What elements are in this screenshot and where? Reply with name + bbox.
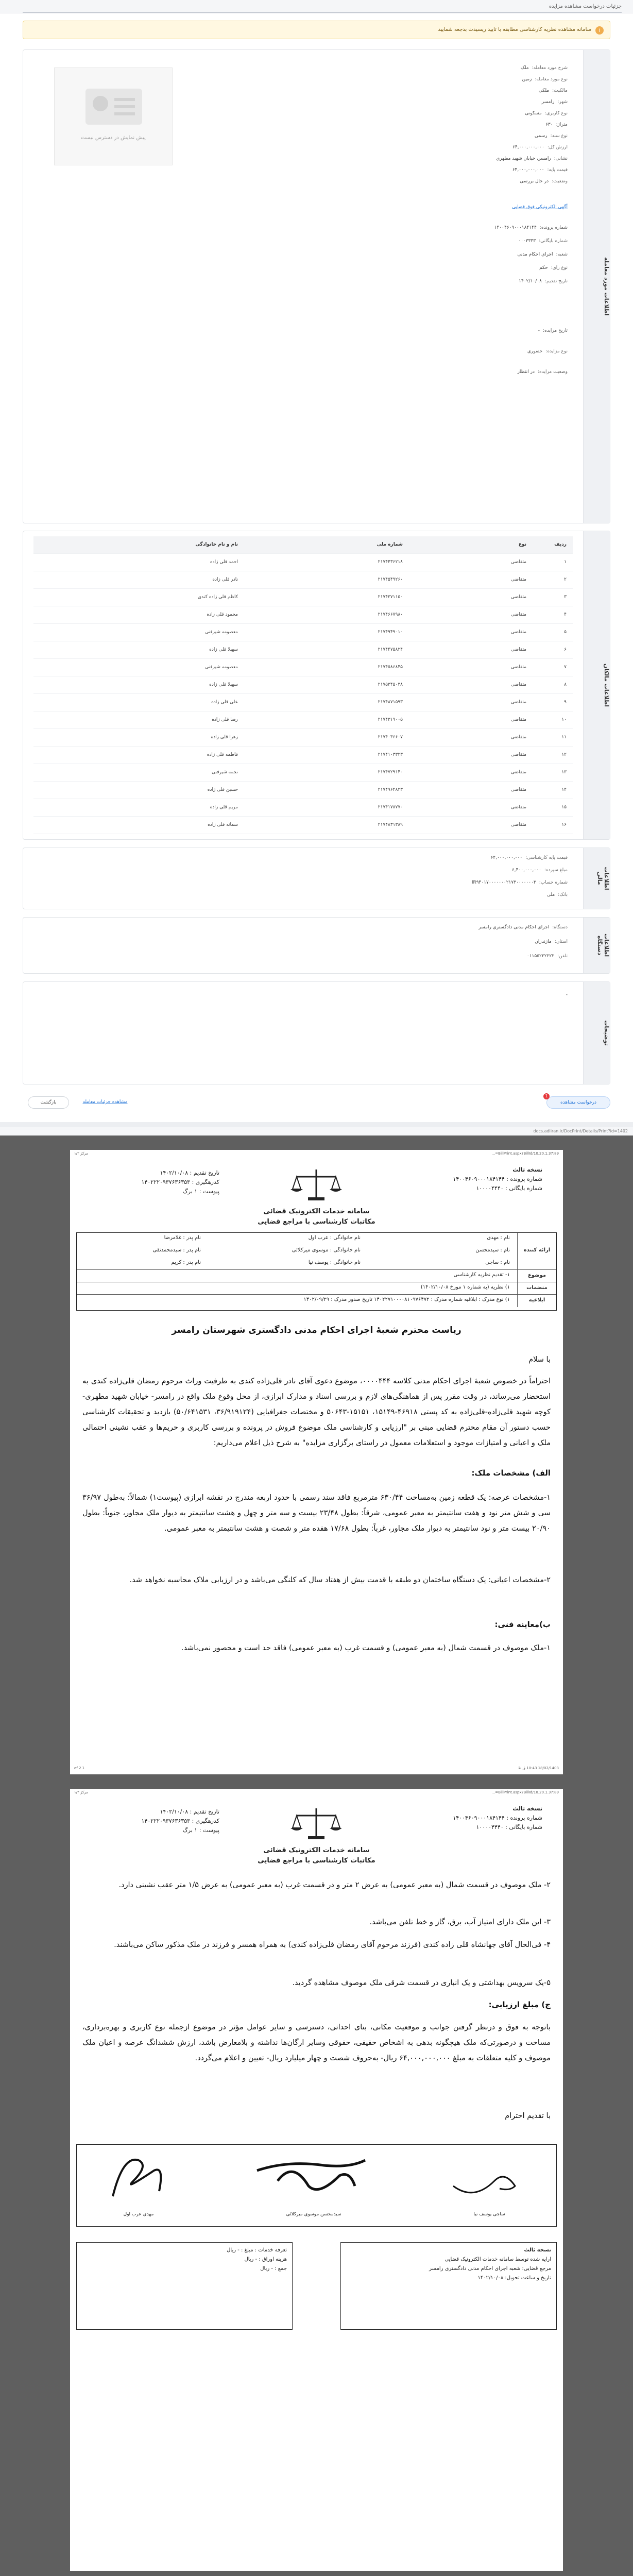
field-key: تاریخ مزایده: [542,328,568,333]
table-row [33,571,573,589]
field-value: ۱۴۰۰۴۶۰۹۰۰۰۱۸۴۱۴۴ [494,225,537,230]
table-row [33,589,573,606]
cell-nid: ۲۱۷۴۵۴۹۲۶۰ [378,577,403,582]
field-value: رامسر [541,99,555,105]
field-value: مسکونی [525,111,542,116]
cell-name: معصومه شیرفنی [205,630,238,635]
table-row [33,747,573,764]
field-value: IR۹۴۰۱۷۰۰۰۰۰۰۰۲۱۷۳۰۰۰۰۰۰۰۳ [471,880,536,885]
closing: با تقدیم احترام [505,2112,551,2120]
section-label: اطلاعات مورد معامله [603,257,610,316]
field-row [535,939,568,944]
document-placeholder-icon [85,89,142,125]
cell-type: متقاضی [511,595,526,600]
table-row [33,817,573,834]
field-key: نوع سند: [550,133,568,139]
viewer-address: docs.adliran.ir/DocPrint/Details/Print?id=1402 [0,1127,633,1136]
sub2-father: نام پدر : سیدمحمدتقی [152,1247,201,1253]
table-row [33,641,573,659]
field-value: ۰۱۱۵۵۲۲۲۲۲۲ [526,954,555,959]
field-value: ۶۴,۰۰۰,۰۰۰,۰۰۰ [512,167,544,173]
table-row [33,554,573,571]
cell-name: نجمه شیرفنی [212,770,238,775]
signer-1-name: ساجی یوسف نیا [473,2212,505,2217]
field-row [538,328,568,333]
window-titlebar [0,0,633,13]
field-row [539,265,568,270]
field-key: تلفن: [557,954,568,959]
sub2-family: نام خانوادگی : موسوی میرکلائی [292,1247,361,1253]
table-row [33,676,573,694]
section-side [583,50,610,523]
cell-name: زهرا قلی زاده [211,735,238,740]
cell-name: فاطمه قلی زاده [207,752,238,757]
paragraph-building: ۲-مشخصات اعیانی: یک دستگاه ساختمان دو طبقه با قدمت بیش از هفتاد سال که کلنگی می‌باشد و در ارزیابی ملاک محاسبه نخواهد شد. [129,1576,551,1584]
field-key: شهر: [557,99,568,105]
cell-idx: ۱۲ [561,752,567,757]
tracking-code: کدرهگیری : ۱۴۰۲۲۲۰۹۳۷۶۳۶۳۵۳ [141,1818,219,1824]
footer-actions [23,1092,610,1113]
alert-text: سامانه مشاهده نظریه کارشناسی مطابقه با تایید ریسیدت بدجعه شمایید [438,27,591,32]
section-description [23,981,610,1084]
section-device [23,917,610,974]
cell-nid: ۲۱۷۴۱۷۸۷۷۰ [378,805,403,810]
cell-type: متقاضی [511,770,526,775]
case-meta [453,1165,542,1193]
cell-nid: ۲۱۷۴۸۷۱۵۹۳ [378,700,403,705]
field-row [512,167,568,173]
field-key: ارزش کل: [547,145,568,150]
submitter-form [76,1232,557,1311]
section-owners [23,531,610,840]
section-label: اطلاعات مالکان [603,664,610,707]
sub1-father: نام پدر : غلامرضا [164,1235,201,1241]
copy-title: نسخه ثالث [512,1166,542,1173]
cell-name: نادر قلی زاده [212,577,238,582]
field-row [521,65,568,71]
sub2-name: نام : سیدمحسن [475,1247,510,1253]
cell-type: متقاضی [511,682,526,687]
ref-value: ۱) نوع مدرک : ابلاغیه شماره مدرک : ۱۴۰۲۲۷۱۰۰۰۰۸۱۰۹۷۶۴۷۲ تاریخ صدور مدرک : ۱۴۰۲/۰۹/۲۹ [303,1297,510,1302]
back-button[interactable]: بازگشت [28,1096,69,1109]
signature-2-image [247,2150,381,2207]
submitters-row [77,1233,556,1270]
table-row [33,799,573,817]
description-text: - [566,992,568,997]
view-details-link[interactable]: مشاهده جزئیات معامله [74,1096,136,1109]
field-value: ۶۳۰ [545,122,553,127]
cell-name: سمانه قلی زاده [208,822,238,827]
table-row [33,729,573,747]
page-header-left: مرکز ۱/۲ [74,1151,88,1156]
field-value: ملک [520,65,529,71]
cell-type: متقاضی [511,665,526,670]
info-alert [23,21,610,39]
greeting: با سلام [528,1355,551,1364]
sub3-family: نام خانوادگی : یوسف نیا [308,1260,361,1265]
attachment-count: پیوست : ۱ برگ [182,1827,219,1834]
field-value: حضوری [527,349,543,354]
cell-idx: ۵ [564,630,567,635]
fee-box [76,2242,293,2330]
field-key: بانک: [558,892,568,897]
submit-date: تاریخ تقدیم : ۱۴۰۲/۱۰/۰۸ [160,1170,219,1176]
field-key: استان: [554,939,568,944]
field-value: زمین [522,77,532,82]
cell-idx: ۱۵ [561,805,567,810]
cell-name: علی قلی زاده [211,700,238,705]
receipt-line-3: تاریخ و ساعت تحویل: ۱۴۰۲/۱۰/۰۸ [477,2275,551,2281]
cell-idx: ۱۴ [561,787,567,792]
signature-1-image [443,2155,525,2207]
cell-name: کاظم قلی زاده کندی [198,595,238,600]
judiciary-emblem-icon [285,1804,347,1845]
cell-idx: ۴ [564,612,567,617]
cell-type: متقاضی [511,787,526,792]
heading-c: ج) مبلغ ارزیابی: [488,2000,551,2009]
field-value: رامسر، خیابان شهید مطهری [496,156,551,161]
receipt-line-1: ارایه شده توسط سامانه خدمات الکترونیک قضایی [444,2257,551,2262]
notification-badge: 1 [543,1093,550,1099]
cell-nid: ۲۱۷۴۱۰۳۳۲۳ [378,752,403,757]
field-key: نوع رای: [551,265,568,270]
signer-2-name: سیدمحسن موسوی میرکلائی [286,2212,341,2217]
signer-3-name: مهدی عرب اول [123,2212,154,2217]
cell-nid: ۲۱۷۴۴۳۶۲۱۸ [378,560,403,565]
titlebar-underline [23,12,622,13]
field-key: قیمت پایه: [547,167,568,173]
ref-label: ابلاغیه [517,1295,556,1307]
signature-box [76,2144,557,2227]
section-label: اطلاعات مالی [596,867,610,890]
paragraph-inspection-4: ۴- فی‌الحال آقای جهانشاه قلی زاده کندی (فرزند مرحوم آقای رمضان قلی‌زاده کندی) به همراه همسر و فرزند در ملک مذکور ساکن می‌باشند. [114,1941,551,1949]
heading-b: ب)معاینه فنی: [494,1620,551,1629]
cell-idx: ۱۰ [561,717,567,722]
field-row [490,855,568,860]
pdf-page-2 [70,1789,563,2571]
field-key: نوع کاربری: [544,111,568,116]
attach-value: ۱) نظریه (به شماره ۱ مورخ ۱۴۰۲/۱۰/۰۸) [420,1284,510,1290]
field-key: شعبه: [556,252,568,257]
field-key: وضعیت: [552,179,568,184]
cell-idx: ۳ [564,595,567,600]
field-value: ۶۴,۰۰۰,۰۰۰,۰۰۰ [490,855,523,860]
field-key: مبلغ سپرده: [544,868,568,873]
cell-idx: ۶ [564,647,567,652]
table-row [33,764,573,782]
page-header-left: مرکز ۱/۲ [74,1790,88,1794]
receipt-box [340,2242,557,2330]
field-row [512,145,568,150]
table-row [33,659,573,676]
window-title: جزئیات درخواست مشاهده مزایده [549,4,622,9]
field-key: شماره حساب: [539,880,568,885]
cell-type: متقاضی [511,577,526,582]
subject-value: ۱- تقدیم نظریه کارشناسی [453,1272,510,1278]
info-icon: i [595,26,604,35]
table-header [33,536,573,554]
cell-idx: ۱۱ [561,735,567,740]
submitter-label: ارائه کننده [517,1233,556,1269]
sub1-family: نام خانوادگی : عرب اول [308,1235,361,1241]
table-row [33,711,573,729]
th-index: ردیف [554,542,567,547]
field-key: متراژ: [556,122,568,127]
section-label: توضیحات [603,1020,610,1046]
field-key: شماره بایگانی: [539,239,568,244]
letter-title: ریاست محترم شعبهٔ اجرای احکام مدنی دادگستری شهرستان رامسر [172,1325,461,1335]
field-key: قیمت پایه کارشناسی: [525,855,568,860]
field-value: اجرای احکام مدنی [517,252,553,257]
cell-nid: ۲۱۷۴۳۱۹۰۰۵ [378,717,403,722]
field-value: ۶۴,۰۰۰,۰۰۰,۰۰۰ [512,145,544,150]
copy-title: نسخه ثالث [512,1805,542,1812]
submission-meta [91,1807,219,1835]
submit-date: تاریخ تقدیم : ۱۴۰۲/۱۰/۰۸ [160,1808,219,1815]
field-row [527,349,568,354]
pdf-page-1 [70,1150,563,1774]
receipt-title: نسخه ثالث [524,2247,551,2253]
cell-type: متقاضی [511,700,526,705]
field-row [539,88,568,93]
receipt-line-2: مرجع قضایی: شعبه اجرای احکام مدنی دادگستری رامسر [429,2266,551,2272]
paragraph-intro: احتراماً در خصوص شعبهٔ اجرای احکام مدنی کلاسه ۰۰۰۰۴۴۴، موضوع دعوی آقای نادر قلی‌زاده کندی به طرفیت وراث مرحوم رمضان قلی‌زاده کندی به استحضار می‌رساند، در وقت مقرر پس از هماهنگی‌های لازم و بررسی اسناد و مدارک ابرازی، از محل وقوع ملک واقع در رامسر- خیابان شهید مطهری- کوچه شهید قلی‌زاده-قلی‌زاده به کد پستی ۴۶۹۱۸-۱۵۱۴۹، ۱۵۱۵۱-۵۰۶۴۳ و مختصات جغرافیایی (۳۶/۹۱۹۱۲۴، ۵۰/۶۴۱۵۳۱) بازدید و تحقیقات کارشناسی حسب دستور آن مقام محترم قضایی مبنی بر "ارزیابی و کارشناسی ملک موضوع فروش در پرونده و بررسی کاربری و حریم‌ها و عقب نشینی احتمالی ملک و اعیانی و امتیازات موجود و استعلامات معمول در راستای برگزاری مزایده" به شرح ذیل اعلام می‌داریم: [82,1377,551,1447]
cell-idx: ۱۶ [561,822,567,827]
field-row [522,77,568,82]
heading-a: الف) مشخصات ملک: [471,1468,551,1478]
cell-name: مریم قلی زاده [210,805,238,810]
field-value: - [538,328,540,333]
section-label: اطلاعات دستگاه [596,934,610,957]
field-row [520,179,568,184]
field-row [519,279,568,284]
paragraph-inspection-2: ۲- ملک موصوف در قسمت شمال (به معبر عمومی) به عرض ۲ متر و در قسمت غرب (به معبر عمومی) به عرض ۱/۵ متر عقب نشینی دارد. [118,1881,551,1889]
field-key: وضعیت مزایده: [537,369,568,375]
request-view-button[interactable]: درخواست مشاهده [546,1096,610,1109]
cell-type: متقاضی [511,752,526,757]
cell-type: متقاضی [511,805,526,810]
cell-name: احمد قلی زاده [210,560,238,565]
cell-idx: ۱۳ [561,770,567,775]
cell-idx: ۸ [564,682,567,687]
field-key: شماره پرونده: [539,225,568,230]
subject-row [77,1270,556,1282]
image-caption: پیش نمایش در دسترس نیست [81,135,146,141]
org-subname: مکاتبات کارشناسی با مراجع قضایی [258,1857,375,1865]
cell-type: متقاضی [511,735,526,740]
table-row [33,694,573,711]
field-row [512,868,568,873]
cell-type: متقاضی [511,612,526,617]
fee-line-1: تعرفه خدمات : مبلغ : - ریال [227,2247,287,2253]
cell-nid: ۲۱۷۴۳۷۱۱۵۰ [378,595,403,600]
cell-name: رضا قلی زاده [212,717,238,722]
field-value: اجرای احکام مدنی دادگستری رامسر [478,925,550,930]
signature-3-image [97,2150,180,2207]
cell-nid: ۲۱۷۴۶۶۷۹۸۰ [378,612,403,617]
cell-type: متقاضی [511,630,526,635]
field-key: مالکیت: [552,88,568,93]
viewer-divider [0,1122,633,1127]
field-key: نشانی: [554,156,568,161]
notice-link[interactable]: آگهی الکترونیکی فوق قضایی [512,205,568,210]
field-row [527,954,568,959]
cell-idx: ۱ [564,560,567,565]
field-row [472,880,568,885]
attach-row [77,1282,556,1295]
field-value: ۰۰۰۳۳۳۳ [518,239,536,244]
field-value: ملکی [538,88,550,93]
field-row [494,225,568,230]
sub3-name: نام : ساجی [485,1260,510,1265]
paragraph-land: ۱-مشخصات عرصه: یک قطعه زمین به‌مساحت ۶۳۰/۴۴ مترمربع فاقد سند رسمی با حدود اربعه مندرج در نقشه ابرازی (پیوست۱) شمالاً: به‌طول ۳۶/۹۷ سی و شش متر نود و هفت سانتیمتر به معبر عمومی، شرقاً: بطول ۲۳/۴۸ بیست و سه متر و چهل و هشت سانتیمتر به دیوار ملک مجاور، جنوباً: بطول ۲۰/۹۰ بیست متر و نود سانتیمتر به دیوار ملک مجاور، غرباً: بطول ۱۷/۶۸ هفده متر و شصت و هشت سانتیمتر به معبر عمومی. [82,1494,551,1533]
subject-label: موضوع [517,1270,556,1282]
archive-number: شماره بایگانی : ۱۰۰۰۰۴۴۴۰ [476,1185,542,1192]
paragraph-inspection-3: ۳- این ملک دارای امتیاز آب، برق، گاز و خط تلفن می‌باشد. [369,1918,551,1926]
section-finance [23,848,610,909]
field-row [496,156,568,161]
cell-nid: ۲۱۷۴۹۶۴۸۲۳ [378,787,403,792]
sub3-father: نام پدر : کریم [171,1260,201,1265]
field-row [517,252,568,257]
field-row [535,133,568,139]
pdf-viewer[interactable] [0,1136,633,2576]
field-value: ۱۴۰۲/۱۰/۰۸ [519,279,542,284]
field-value: رسمی [535,133,548,139]
cell-nid: ۲۱۷۵۳۴۵۰۳۸ [378,682,403,687]
fee-line-3: جمع : - ریال [260,2266,287,2272]
table-row [33,624,573,641]
field-key: نوع مورد معامله: [535,77,568,82]
attach-label: منضمات [517,1282,556,1294]
cell-type: متقاضی [511,717,526,722]
th-name: نام و نام خانوادگی [195,542,238,547]
tracking-code: کدرهگیری : ۱۴۰۲۲۲۰۹۳۷۶۳۶۳۵۳ [141,1179,219,1185]
judiciary-emblem-icon [285,1165,347,1207]
submission-meta [91,1168,219,1196]
field-row [478,925,568,930]
cell-type: متقاضی [511,647,526,652]
sub1-name: نام : مهدی [487,1235,510,1241]
field-row [542,99,568,105]
org-subname: مکاتبات کارشناسی با مراجع قضایی [258,1218,375,1226]
cell-nid: ۲۱۷۴۷۲۹۱۴۰ [378,770,403,775]
cell-name: معصومه شیرفنی [205,665,238,670]
fee-line-2: هزینه اوراق : - ریال [244,2257,287,2262]
field-key: نوع مزایده: [545,349,568,354]
table-row [33,606,573,624]
th-nid: شماره ملی [377,542,403,547]
cell-name: سهیلا قلی زاده [209,682,238,687]
page-header-url: 10.20.1.37:89/BillPrint.aspx?BillId=... [491,1151,559,1156]
cell-nid: ۲۱۷۴۴۷۵۸۲۴ [378,647,403,652]
cell-idx: ۷ [564,665,567,670]
paragraph-valuation: باتوجه به فوق و درنظر گرفتن جوانب و موقعیت مکانی، بنای احداثی، دسترسی و سایر عوامل مؤثر در موضوع ازجمله نوع کاربری و بهره‌برداری، مساحت و درصورتی‌که ملک هیچگونه بدهی به اشخاص حقیقی، حقوقی وسایر ارگان‌ها نداشته و بلامعارض باشد، ارزش ششدانگ عرصه و اعیان ملک موصوف و کلیه متعلقات به مبلغ ۶۴,۰۰۰,۰۰۰,۰۰۰ ریال- به‌حروف شصت و چهار میلیارد ریال- تعیین و اعلام می‌گردد. [82,2023,551,2062]
th-type: نوع [518,542,526,547]
org-name: سامانه خدمات الکترونیک قضائی [263,1208,370,1215]
field-value: در حال بررسی [520,179,549,184]
field-key: تاریخ تقدیم: [544,279,568,284]
cell-nid: ۲۱۷۴۰۳۶۶۰۷ [378,735,403,740]
cell-nid: ۲۱۷۴۹۴۹۰۱۰ [378,630,403,635]
case-number: شماره پرونده : ۱۴۰۰۴۶۰۹۰۰۰۱۸۴۱۴۴ [453,1815,542,1821]
cell-idx: ۹ [564,700,567,705]
cell-type: متقاضی [511,560,526,565]
no-preview-image [54,67,173,165]
field-value: مازندران [535,939,552,944]
cell-nid: ۲۱۷۴۵۸۶۸۴۵ [378,665,403,670]
page-number: 1 of 2 [74,1766,85,1770]
table-row [33,782,573,799]
cell-idx: ۲ [564,577,567,582]
field-row [545,122,568,127]
field-row [518,239,568,244]
field-row [518,369,568,375]
org-name: سامانه خدمات الکترونیک قضائی [263,1846,370,1854]
paragraph-inspection-1: ۱-ملک موصوف در قسمت شمال (به معبر عمومی) و قسمت غرب (به معبر عمومی) فاقد حد است و محصور نمی‌باشد. [181,1644,551,1652]
attachment-count: پیوست : ۱ برگ [182,1188,219,1195]
field-row [547,892,568,897]
field-row [525,111,568,116]
section-case-info [23,49,610,523]
paragraph-inspection-5: ۵-یک سرویس بهداشتی و یک انباری در قسمت شرقی ملک موصوف مشاهده گردید. [292,1979,551,1987]
cell-nid: ۲۱۷۴۸۳۱۳۸۹ [378,822,403,827]
page-header [70,1789,563,1796]
field-value: در انتظار [517,369,535,375]
page-header [70,1150,563,1157]
case-meta [453,1804,542,1832]
cell-name: محمود قلی زاده [207,612,238,617]
print-date: 18/02/1403 10:43 ق.ظ [518,1766,559,1770]
cell-type: متقاضی [511,822,526,827]
field-key: شرح مورد معامله: [532,65,568,71]
cell-name: حسین قلی زاده [207,787,238,792]
field-key: دستگاه: [552,925,568,930]
ref-row [77,1295,556,1307]
case-number: شماره پرونده : ۱۴۰۰۴۶۰۹۰۰۰۱۸۴۱۴۴ [453,1176,542,1182]
archive-number: شماره بایگانی : ۱۰۰۰۰۴۴۴۰ [476,1824,542,1831]
cell-name: سهیلا قلی زاده [209,647,238,652]
field-value: ۶,۴۰۰,۰۰۰,۰۰۰ [511,868,541,873]
field-value: حکم [539,265,548,270]
page-footer [70,1766,563,1773]
field-value: ملی [546,892,555,897]
page-header-url: 10.20.1.37:89/BillPrint.aspx?BillId=... [491,1790,559,1794]
